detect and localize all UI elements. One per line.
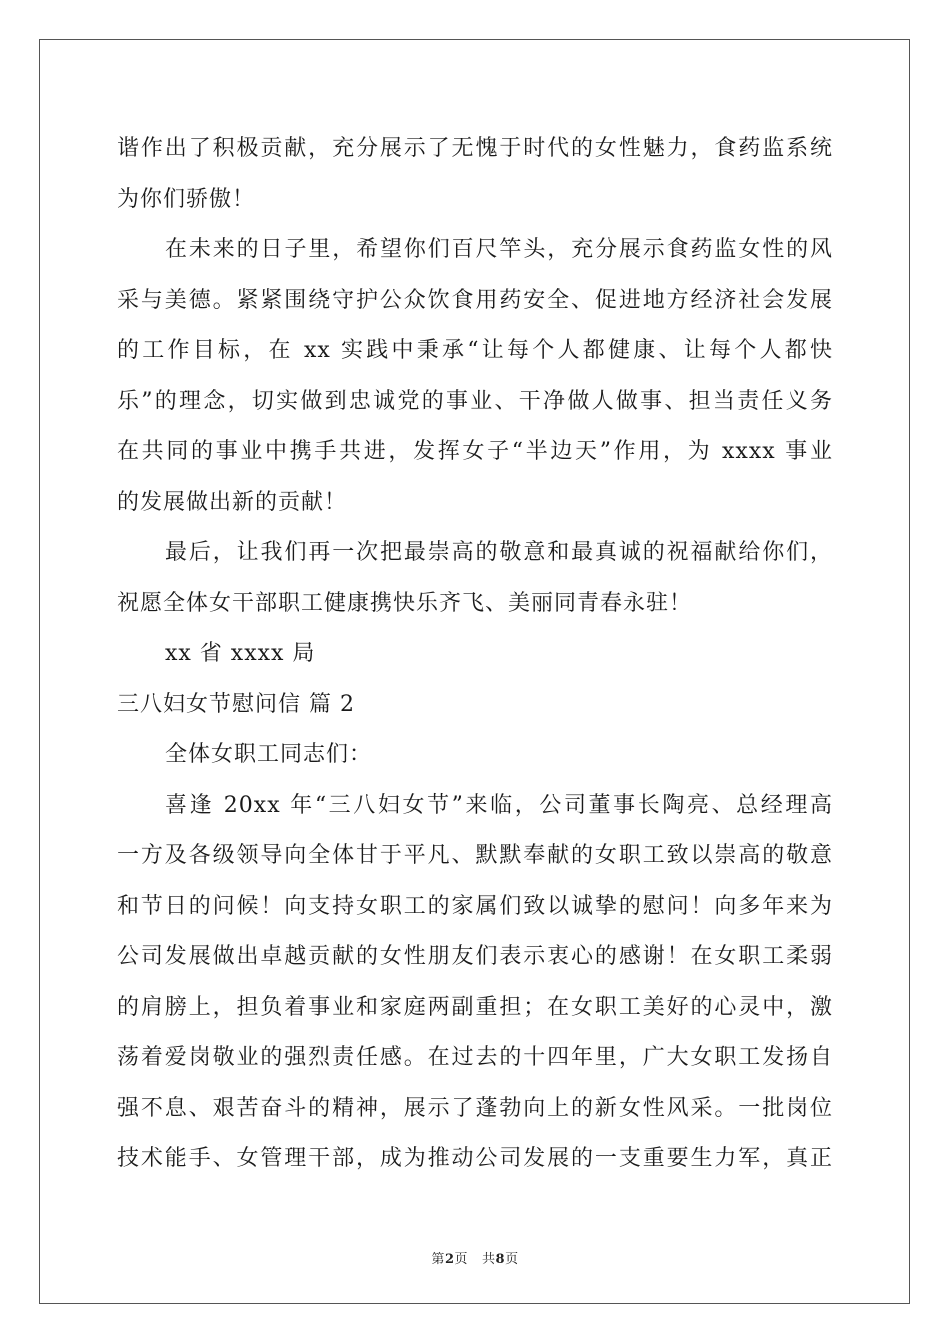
body-line: 谐作出了积极贡献，充分展示了无愧于时代的女性魅力，食药监系统: [117, 136, 833, 161]
page-prefix: 第: [431, 1252, 445, 1267]
document-body: [117, 124, 833, 1185]
total-prefix: 共: [482, 1252, 496, 1267]
body-line: 祝愿全体女干部职工健康携快乐齐飞、美丽同青春永驻！: [117, 590, 693, 616]
body-line: 喜逢 20xx 年“三八妇女节”来临，公司董事长陶亮、总经理高: [165, 792, 833, 818]
total-suffix: 页: [505, 1252, 519, 1267]
body-line: 为你们骄傲！: [117, 186, 256, 212]
body-line: 和节日的问候！向支持女职工的家属们致以诚挚的慰问！向多年来为: [117, 893, 833, 919]
salutation-line: 全体女职工同志们：: [165, 742, 373, 767]
body-line: 的肩膀上，担负着事业和家庭两副重担；在女职工美好的心灵中，激: [117, 994, 833, 1020]
body-line: 乐”的理念，切实做到忠诚党的事业、干净做人做事、担当责任义务: [117, 388, 833, 414]
page-suffix: 页: [454, 1252, 468, 1267]
body-line: 技术能手、女管理干部，成为推动公司发展的一支重要生力军，真正: [117, 1146, 833, 1171]
body-line: 公司发展做出卓越贡献的女性朋友们表示衷心的感谢！在女职工柔弱: [117, 944, 833, 969]
page-footer: [0, 1248, 950, 1267]
body-line: 一方及各级领导向全体甘于平凡、默默奉献的女职工致以崇高的敬意: [117, 843, 833, 868]
body-line: 采与美德。紧紧围绕守护公众饮食用药安全、促进地方经济社会发展: [117, 287, 833, 313]
section-heading: 三八妇女节慰问信 篇 2: [117, 691, 355, 717]
body-line: 在未来的日子里，希望你们百尺竿头，充分展示食药监女性的风: [165, 237, 833, 262]
total-pages: 8: [495, 1252, 506, 1267]
body-line: 最后，让我们再一次把最崇高的敬意和最真诚的祝福献给你们，: [165, 540, 833, 565]
body-line: 的工作目标，在 xx 实践中秉承“让每个人都健康、让每个人都快: [117, 338, 833, 363]
page-number: 2: [444, 1252, 455, 1267]
body-line: 荡着爱岗敬业的强烈责任感。在过去的十四年里，广大女职工发扬自: [117, 1045, 833, 1070]
body-line: 强不息、艰苦奋斗的精神，展示了蓬勃向上的新女性风采。一批岗位: [117, 1095, 833, 1121]
body-line: 在共同的事业中携手共进，发挥女子“半边天”作用，为 xxxx 事业: [117, 439, 833, 464]
body-line: 的发展做出新的贡献！: [117, 489, 348, 515]
signature-line: xx 省 xxxx 局: [165, 641, 316, 666]
